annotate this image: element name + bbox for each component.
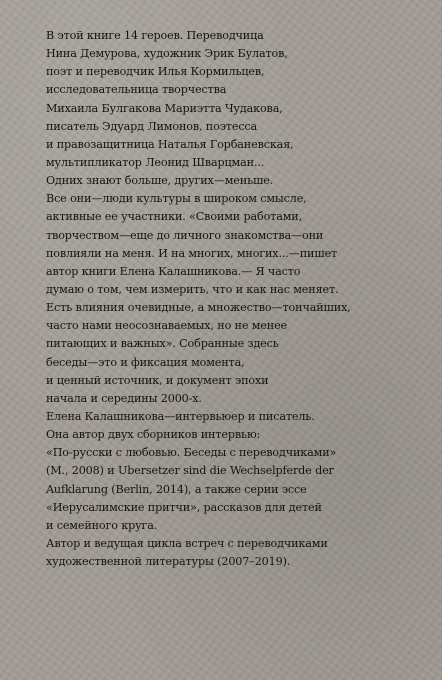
blurb-line-25: (М., 2008) и Ubersetzer sind die Wechselpferde der	[46, 464, 334, 478]
blurb-line-29: Автор и ведущая цикла встреч с переводчиками	[46, 536, 328, 550]
blurb-line-9: Одних знают больше, других—меньше.	[46, 174, 274, 188]
blurb-line-7: и правозащитница Наталья Горбаневская,	[46, 137, 294, 151]
blurb-line-11: активные ее участники. «Своими работами,	[46, 210, 303, 224]
blurb-line-21: начала и середины 2000-х.	[46, 391, 202, 405]
blurb-line-8: мультипликатор Леонид Шварцман...	[46, 155, 265, 169]
blurb-line-26: Aufklarung (Berlin, 2014), а также серии эссе	[46, 482, 307, 496]
blurb-line-16: Есть влияния очевидные, а множество—тончайших,	[46, 301, 351, 315]
blurb-line-18: питающих и важных». Собранные здесь	[46, 337, 279, 351]
blurb-line-12: творчеством—еще до личного знакомства—они	[46, 228, 324, 242]
blurb-line-3: поэт и переводчик Илья Кормильцев,	[46, 65, 265, 79]
back-cover-blurb	[46, 27, 416, 571]
blurb-line-14: автор книги Елена Калашникова.— Я часто	[46, 264, 301, 278]
blurb-line-4: исследовательница творчества	[46, 83, 227, 97]
blurb-line-10: Все они—люди культуры в широком смысле,	[46, 192, 307, 206]
blurb-line-28: и семейного круга.	[46, 518, 158, 532]
blurb-line-15: думаю о том, чем измерить, что и как нас меняет.	[46, 282, 339, 296]
blurb-line-13: повлияли на меня. И на многих, многих...—пишет	[46, 246, 338, 260]
blurb-line-22: Елена Калашникова—интервьюер и писатель.	[46, 409, 315, 423]
blurb-line-6: писатель Эдуард Лимонов, поэтесса	[46, 119, 258, 133]
blurb-line-27: «Иерусалимские притчи», рассказов для детей	[46, 500, 322, 514]
blurb-line-30: художественной литературы (2007–2019).	[46, 555, 291, 569]
blurb-line-19: беседы—это и фиксация момента,	[46, 355, 245, 369]
blurb-line-23: Она автор двух сборников интервью:	[46, 428, 261, 442]
blurb-line-5: Михаила Булгакова Мариэтта Чудакова,	[46, 101, 283, 115]
blurb-line-1: В этой книге 14 героев. Переводчица	[46, 29, 264, 42]
blurb-line-24: «По-русски с любовью. Беседы с переводчиками»	[46, 446, 337, 460]
blurb-line-20: и ценный источник, и документ эпохи	[46, 373, 269, 387]
blurb-line-2: Нина Демурова, художник Эрик Булатов,	[46, 47, 288, 61]
blurb-line-17: часто нами неосознаваемых, но не менее	[46, 319, 288, 333]
